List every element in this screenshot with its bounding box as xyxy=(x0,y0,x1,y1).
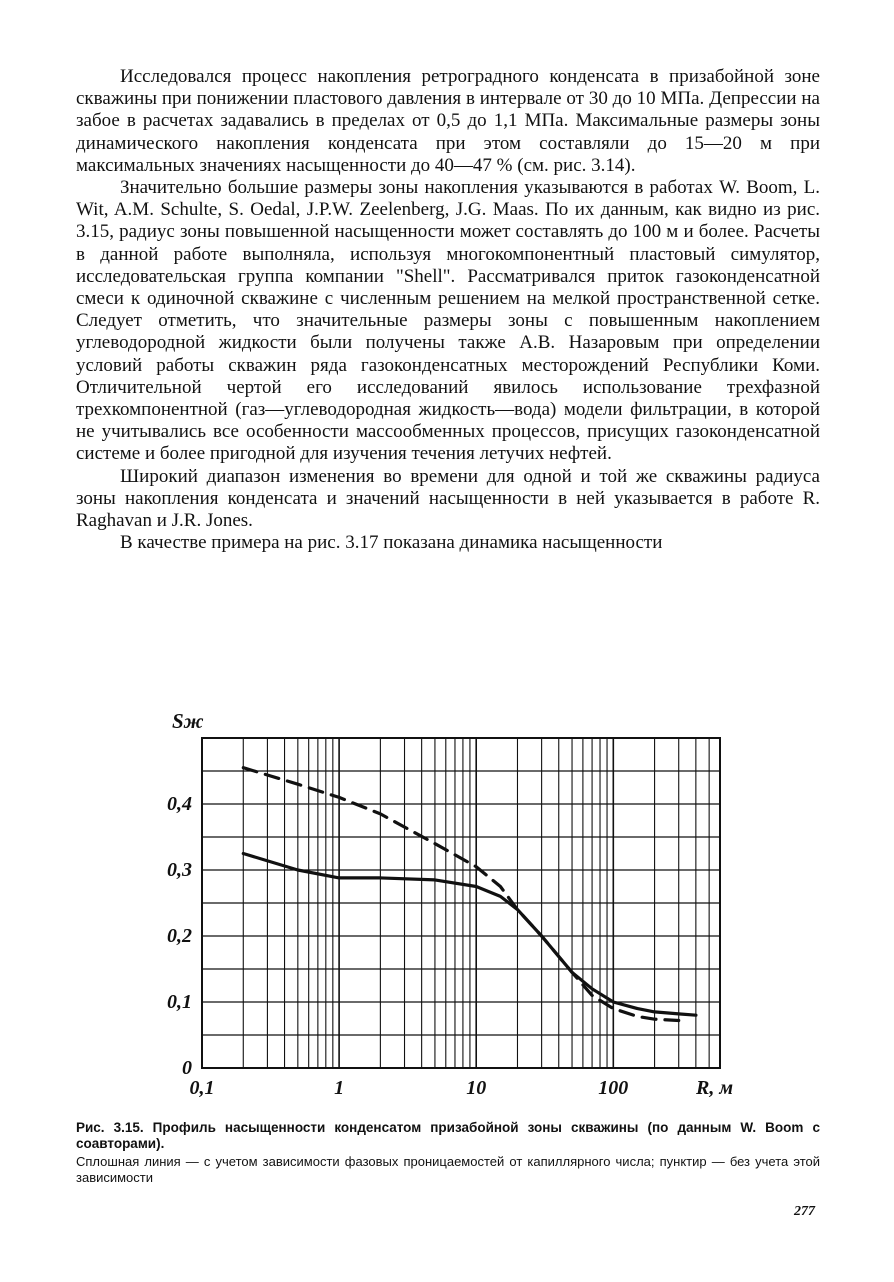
caption-note: Сплошная линия — с учетом зависимости фазовых проницаемостей от капиллярного числа; пунктир — без учета этой зависимости xyxy=(76,1154,820,1185)
y-tick-label: 0,4 xyxy=(167,793,192,815)
figure-caption xyxy=(76,1120,820,1186)
y-tick-label: 0,3 xyxy=(167,859,192,881)
x-tick-label: 0,1 xyxy=(189,1077,215,1099)
y-tick-label: 0,2 xyxy=(167,925,192,947)
y-tick-label: 0,1 xyxy=(167,991,192,1013)
caption-title: Рис. 3.15. Профиль насыщенности конденсатом призабойной зоны скважины (по данным W. Boom с соавторами). xyxy=(76,1120,820,1151)
x-tick-label: 10 xyxy=(466,1077,487,1099)
paragraph: В качестве примера на рис. 3.17 показана динамика насыщенности xyxy=(120,532,663,554)
paragraph: Значительно большие размеры зоны накопления указываются в работах W. Boom, L. Wit, A.M. Schulte, S. Oedal, J.P.W. Zeelenberg, J.G. Maas. По их данным, как видно из рис. 3.15, радиус зоны повышенной насыщенности может составлять до 100 м и более. Расчеты в данной работе выполняла, используя многокомпонентный пластовый симулятор, исследовательская группа компании "Shell". Рассматривался приток газоконденсатной смеси к одиночной скважине с численным решением на мелкой пространственной сетке. Следует отметить, что значительные размеры зоны с повышенным накоплением углеводородной жидкости были получены также А.В. Назаровым при определении условий работы скважин ряда газоконденсатных месторождений Республики Коми. Отличительной чертой его исследований явилось использование трехфазной трехкомпонентной (газ—углеводородная жидкость—вода) модели фильтрации, в которой не учитывались все особенности массообменных процессов, присущих газоконденсатной системе и более пригодной для изучения течения летучих нефтей. xyxy=(76,177,820,465)
x-axis-label: R, м xyxy=(696,1077,734,1099)
x-tick-label: 1 xyxy=(334,1077,345,1099)
page-number: 277 xyxy=(794,1204,815,1219)
x-tick-label: 100 xyxy=(598,1077,629,1099)
figure-saturation-profile xyxy=(130,700,830,1120)
y-axis-label: Sж xyxy=(172,709,204,733)
saturation-chart xyxy=(130,700,830,1120)
body-text xyxy=(76,66,820,554)
paragraph: Исследовался процесс накопления ретроградного конденсата в призабойной зоне скважины при понижении пластового давления в интервале от 30 до 10 МПа. Депрессии на забое в расчетах задавались в пределах от 0,5 до 1,1 МПа. Максимальные размеры зоны динамического накопления конденсата при этом составляли до 15—20 м при максимальных значениях насыщенности до 40—47 % (см. рис. 3.14). xyxy=(76,66,820,176)
paragraph: Широкий диапазон изменения во времени для одной и той же скважины радиуса зоны накопления конденсата и значений насыщенности в ней указывается в работе R. Raghavan и J.R. Jones. xyxy=(76,465,820,532)
y-tick-label: 0 xyxy=(182,1057,192,1079)
